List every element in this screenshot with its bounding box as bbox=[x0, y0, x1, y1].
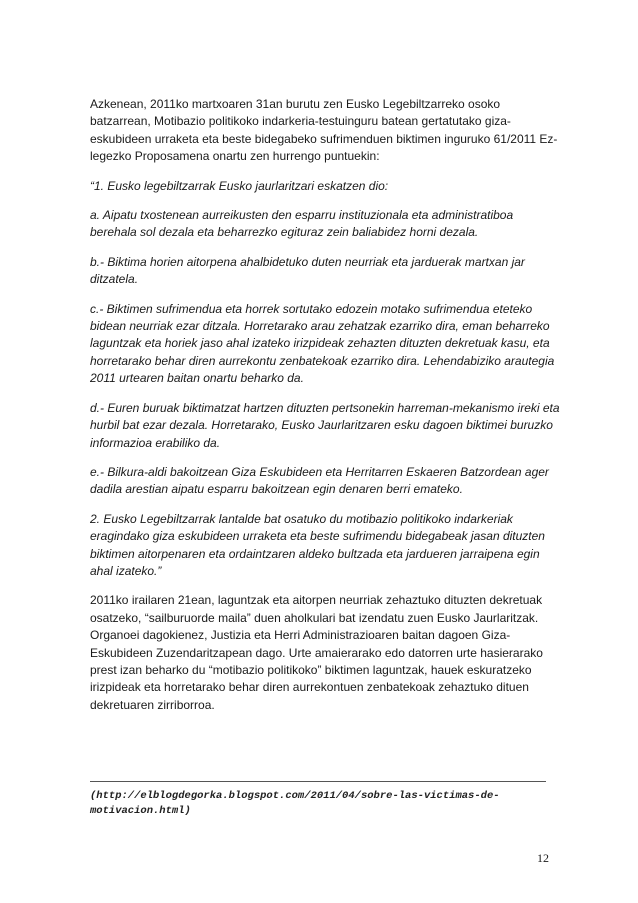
paragraph-point-e: e.- Bilkura-aldi bakoitzean Giza Eskubideen eta Herritarren Eskaeren Batzordean ager dadila arestian aipatu esparru bakoitzean egin denaren berri emateko. bbox=[90, 464, 549, 497]
paragraph-point-2: 2. Eusko Legebiltzarrak lantalde bat osatuko du motibazio politikoko indarkeriak eragindako giza eskubideen urraketa eta beste sufrimendu bidegabeak jasan dituzten biktimen aitorpenaren eta ordaintzaren aldeko bultzada eta jardueren jarraipena egin ahal izateko.” bbox=[90, 511, 545, 578]
paragraph-point-d: d.- Euren buruak biktimatzat hartzen dituzten pertsonekin harreman-mekanismo ireki eta hurbil bat ezar dezala. Horretarako, Eusko Jaurlaritzaren esku dagoen biktimei buruzko informazioa erabiliko da. bbox=[90, 400, 560, 450]
footnote-divider bbox=[90, 781, 546, 782]
footnote-source-url: (http://elblogdegorka.blogspot.com/2011/04/sobre-las-victimas-de-motivacion.html) bbox=[90, 790, 500, 817]
paragraph-closing: 2011ko irailaren 21ean, laguntzak eta aitorpen neurriak zehaztuko dituzten dekretuak osatzeko, “sailburuorde maila” duen aholkulari bat izendatu zuen Eusko Jaurlaritzak. Organoei dagokienez, Justizia eta Herri Administrazioaren baitan dagoen Giza-Eskubideen Zuzendaritzapean dago. Urte amaierarako edo datorren urte hasierarako prest izan beharko du “motibazio politikoko” biktimen laguntzak, hauek eskuratzeko irizpideak eta horretarako behar diren aurrekontuen zenbatekoak zehaztuko dituen dekretuaren zirriborroa. bbox=[90, 593, 543, 712]
paragraph-point-b: b.- Biktima horien aitorpena ahalbidetuko duten neurriak eta jarduerak martxan jar ditzatela. bbox=[90, 254, 525, 287]
paragraph-intro: Azkenean, 2011ko martxoaren 31an burutu zen Eusko Legebiltzarreko osoko batzarrean, Motibazio politikoko indarkeria-testuinguru batean gertatutako giza-eskubideen urraketa eta beste bidegabeko sufrimenduen biktimen inguruko 61/2011 Ez-legezko Proposamena onartu zen hurrengo puntuekin: bbox=[90, 97, 558, 164]
paragraph-point-c: c.- Biktimen sufrimendua eta horrek sortutako edozein motako sufrimendua eteteko bidean neurriak ezar ditzala. Horretarako arau zehatzak ezarriko dira, eman beharreko laguntzak eta horiek jaso ahal izateko irizpideak zehazten dituzten dekretuak kasu, eta horretarako behar diren aurrekontu zenbatekoak ezarriko dira. Lehendabiziko arautegia 2011 urtearen baitan onartu beharko da. bbox=[90, 301, 555, 386]
paragraph-point-a: a. Aipatu txostenean aurreikusten den esparru instituzionala eta administratiboa berehala sol dezala eta beharrezko egituraz zein baliabidez horni dezala. bbox=[90, 208, 514, 240]
page-number: 12 bbox=[537, 851, 549, 865]
paragraph-point-1: “1. Eusko legebiltzarrak Eusko jaurlaritzari eskatzen dio: bbox=[90, 178, 389, 193]
body-text bbox=[90, 96, 560, 726]
